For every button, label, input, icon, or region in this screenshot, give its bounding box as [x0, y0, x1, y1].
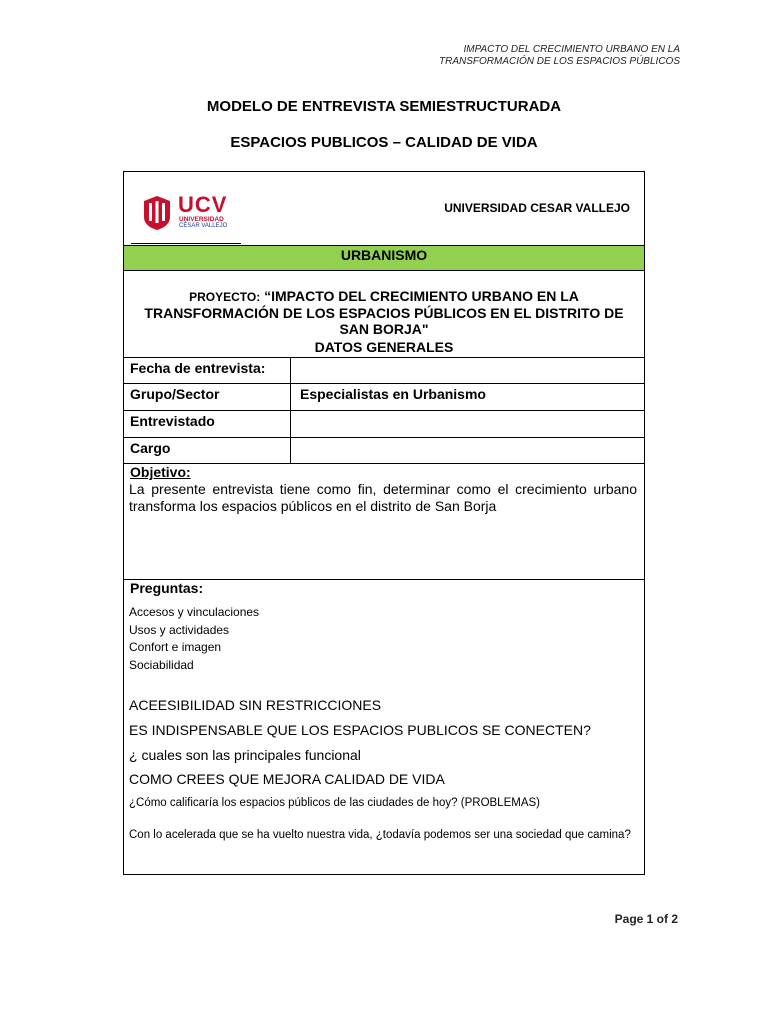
entrevistado-label: Entrevistado [130, 413, 215, 429]
topic-list [129, 604, 259, 674]
question-item: ¿ cuales son las principales funcional [129, 747, 361, 763]
topic-item: Usos y actividades [129, 622, 230, 637]
page-number: Page 1 of 2 [614, 912, 678, 926]
urbanismo-label: URBANISMO [340, 247, 428, 263]
topic-item: Accesos y vinculaciones [129, 605, 260, 619]
running-header [380, 44, 680, 68]
project-title [136, 288, 632, 337]
logo-acronym: UCV [178, 192, 228, 217]
grid-line [124, 463, 644, 464]
interview-form-frame [123, 171, 645, 875]
cargo-label: Cargo [130, 440, 171, 456]
grid-line [124, 357, 644, 358]
question-item: ¿Cómo calificaría los espacios públicos de las ciudades de hoy? (PROBLEMAS) [129, 797, 540, 809]
project-text: “IMPACTO DEL CRECIMIENTO URBANO EN LA TRANSFORMACIÓN DE LOS ESPACIOS PÚBLICOS EN EL DISTRITO DE SAN BORJA" [144, 288, 624, 337]
logo-line2: CÉSAR VALLEJO [179, 223, 228, 229]
topic-item: Confort e imagen [129, 640, 222, 654]
ucv-logo [142, 193, 242, 233]
topic-item: Sociabilidad [129, 657, 194, 672]
logo-line1: UNIVERSIDAD [179, 216, 224, 223]
question-item: Con lo acelerada que se ha vuelto nuestra vida, ¿todavía podemos ser una sociedad que camina? [129, 829, 631, 841]
project-label: PROYECTO: [189, 290, 261, 304]
grid-line [124, 410, 644, 411]
general-data-heading: DATOS GENERALES [314, 339, 454, 355]
grid-column-divider [290, 357, 291, 464]
grupo-label: Grupo/Sector [130, 386, 220, 402]
questions-label: Preguntas: [130, 580, 204, 596]
fecha-label: Fecha de entrevista: [130, 360, 266, 376]
running-header-line2: TRANSFORMACIÓN DE LOS ESPACIOS PÚBLICOS [439, 56, 680, 67]
grid-line [124, 437, 644, 438]
question-item: ES INDISPENSABLE QUE LOS ESPACIOS PUBLICOS SE CONECTEN? [129, 722, 591, 738]
document-title: MODELO DE ENTREVISTA SEMIESTRUCTURADA [206, 98, 562, 115]
logo-underline [131, 243, 241, 244]
objective-text: La presente entrevista tiene como fin, determinar como el crecimiento urbano transforma los espacios públicos en el distrito de San Borja [129, 481, 637, 514]
objective-label: Objetivo: [130, 464, 191, 480]
university-name: UNIVERSIDAD CESAR VALLEJO [444, 201, 630, 215]
document-subtitle: ESPACIOS PUBLICOS – CALIDAD DE VIDA [230, 134, 538, 151]
grid-line [124, 383, 644, 384]
question-item: ACEESIBILIDAD SIN RESTRICCIONES [129, 697, 382, 713]
running-header-line1: IMPACTO DEL CRECIMIENTO URBANO EN LA [463, 44, 680, 55]
question-item: COMO CREES QUE MEJORA CALIDAD DE VIDA [129, 771, 445, 787]
ucv-shield-icon [142, 195, 172, 231]
grupo-value: Especialistas en Urbanismo [300, 386, 486, 402]
